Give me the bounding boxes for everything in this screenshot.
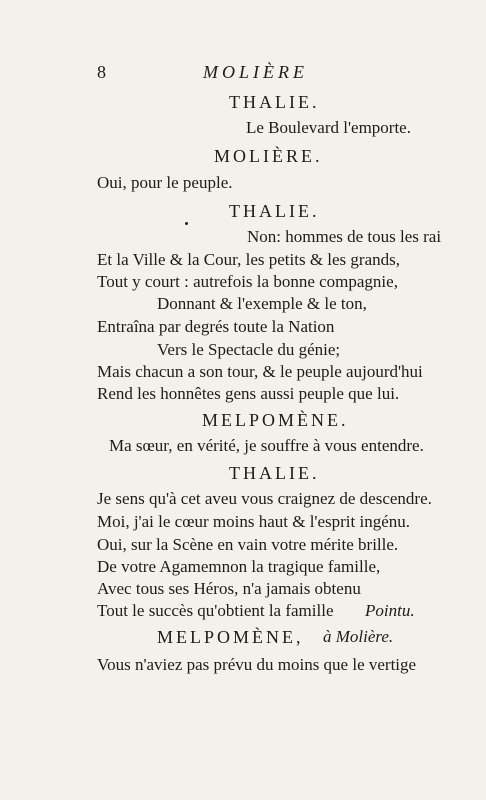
verse-line: Tout le succès qu'obtient la famille: [97, 601, 334, 620]
speaker-thalie: THALIE.: [229, 463, 320, 483]
running-title: MOLIÈRE: [203, 62, 308, 82]
verse-line: Rend les honnêtes gens aussi peuple que lui.: [97, 384, 400, 403]
speaker-melpomene: MELPOMÈNE,: [157, 627, 304, 647]
verse-line: Vous n'aviez pas prévu du moins que le vertige: [97, 655, 417, 674]
verse-line: Entraîna par degrés toute la Nation: [97, 317, 335, 336]
verse-line: Avec tous ses Héros, n'a jamais obtenu: [97, 579, 361, 598]
verse-line: Je sens qu'à cet aveu vous craignez de descendre.: [97, 489, 432, 508]
verse-line: Moi, j'ai le cœur moins haut & l'esprit ingénu.: [97, 512, 411, 531]
verse-line: Oui, sur la Scène en vain votre mérite brille.: [97, 535, 399, 554]
speaker-thalie: THALIE.: [229, 92, 320, 112]
verse-line: Le Boulevard l'emporte.: [246, 118, 411, 137]
verse-line: Non: hommes de tous les rai: [247, 227, 442, 246]
italic-name: Pointu.: [365, 601, 415, 620]
speaker-thalie: THALIE.: [229, 201, 320, 221]
verse-line: Mais chacun a son tour, & le peuple aujourd'hui: [97, 362, 423, 381]
speaker-melpomene: MELPOMÈNE.: [202, 410, 349, 430]
verse-line: De votre Agamemnon la tragique famille,: [97, 557, 381, 576]
verse-line: Tout y court : autrefois la bonne compagnie,: [97, 272, 398, 291]
verse-line: Ma sœur, en vérité, je souffre à vous entendre.: [109, 436, 424, 455]
verse-line: Oui, pour le peuple.: [97, 173, 233, 192]
page-number: 8: [97, 62, 106, 82]
verse-line: Donnant & l'exemple & le ton,: [157, 294, 367, 313]
stage-direction: à Molière.: [323, 627, 394, 646]
verse-line: Vers le Spectacle du génie;: [157, 340, 341, 359]
ink-speck: [185, 222, 188, 225]
verse-line: Et la Ville & la Cour, les petits & les grands,: [97, 250, 400, 269]
speaker-moliere: MOLIÈRE.: [214, 146, 323, 166]
